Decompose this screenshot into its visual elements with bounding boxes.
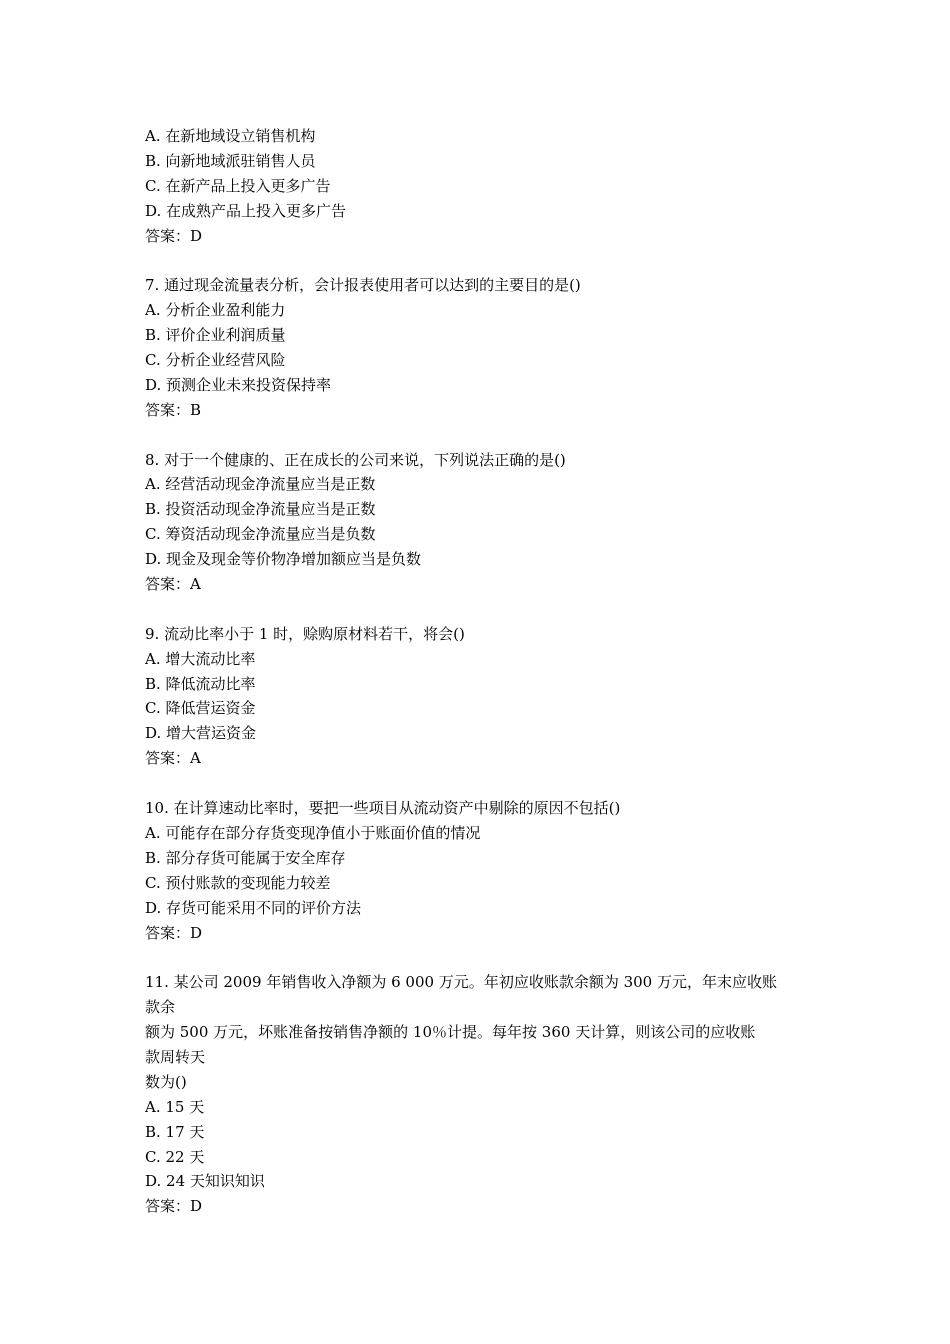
option-d: D. 增大营运资金 <box>145 724 257 743</box>
question-text-line-1: 11. 某公司 2009 年销售收入净额为 6 000 万元。年初应收账款余额为 300 万元，年末应收账 <box>145 973 777 992</box>
question-text-line-3: 额为 500 万元，坏账准备按销售净额的 10％计提。每年按 360 天计算，则该公司的应收账 <box>145 1023 756 1042</box>
question-text: 7. 通过现金流量表分析，会计报表使用者可以达到的主要目的是() <box>145 276 581 295</box>
option-d: D. 在成熟产品上投入更多广告 <box>145 201 347 220</box>
option-c: C. 分析企业经营风险 <box>145 351 286 370</box>
option-b: B. 向新地域派驻销售人员 <box>145 151 316 170</box>
option-d: D. 24 天知识知识 <box>145 1172 265 1191</box>
question-block-7 <box>145 273 825 422</box>
question-text-line-2: 款余 <box>145 998 176 1017</box>
option-c: C. 在新产品上投入更多广告 <box>145 176 331 195</box>
option-a: A. 经营活动现金净流量应当是正数 <box>145 475 376 494</box>
option-a: A. 在新地域设立销售机构 <box>145 127 316 145</box>
question-text: 10. 在计算速动比率时，要把一些项目从流动资产中剔除的原因不包括() <box>145 799 621 818</box>
option-a: A. 分析企业盈利能力 <box>145 301 286 320</box>
option-c: C. 22 天 <box>145 1147 205 1166</box>
option-c: C. 降低营运资金 <box>145 699 256 718</box>
option-b: B. 投资活动现金净流量应当是正数 <box>145 500 376 519</box>
option-b: B. 17 天 <box>145 1122 205 1141</box>
question-block-10 <box>145 796 825 945</box>
option-a: A. 15 天 <box>145 1097 205 1116</box>
question-block-6-options <box>145 124 825 248</box>
answer: 答案：B <box>145 400 202 419</box>
question-text: 9. 流动比率小于 1 时，赊购原材料若干，将会() <box>145 624 465 643</box>
question-block-8 <box>145 448 825 597</box>
document-body <box>145 124 825 1219</box>
option-a: A. 可能存在部分存货变现净值小于账面价值的情况 <box>145 823 481 842</box>
option-a: A. 增大流动比率 <box>145 649 256 668</box>
question-block-9 <box>145 622 825 771</box>
option-c: C. 预付账款的变现能力较差 <box>145 873 331 892</box>
option-d: D. 现金及现金等价物净增加额应当是负数 <box>145 550 422 569</box>
option-d: D. 预测企业未来投资保持率 <box>145 375 332 394</box>
answer: 答案：D <box>145 226 203 245</box>
option-b: B. 部分存货可能属于安全库存 <box>145 848 346 867</box>
question-text: 8. 对于一个健康的、正在成长的公司来说，下列说法正确的是() <box>145 450 566 469</box>
option-d: D. 存货可能采用不同的评价方法 <box>145 898 362 917</box>
question-text-line-5: 数为() <box>145 1072 187 1091</box>
option-c: C. 筹资活动现金净流量应当是负数 <box>145 525 376 544</box>
option-b: B. 降低流动比率 <box>145 674 256 693</box>
answer: 答案：D <box>145 1197 203 1216</box>
answer: 答案：A <box>145 575 201 594</box>
option-b: B. 评价企业利润质量 <box>145 326 286 345</box>
question-block-11 <box>145 970 825 1219</box>
question-text-line-4: 款周转天 <box>145 1047 206 1066</box>
answer: 答案：A <box>145 749 201 768</box>
answer: 答案：D <box>145 923 203 942</box>
